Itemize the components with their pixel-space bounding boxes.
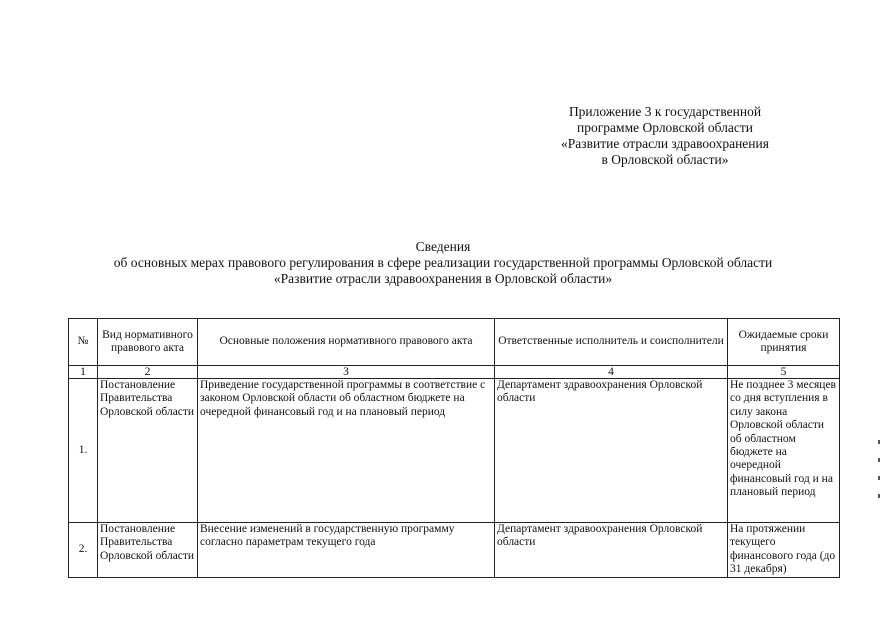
scan-edge-marks xyxy=(878,440,882,512)
row-executor: Департамент здравоохранения Орловской области xyxy=(495,523,728,578)
scan-mark xyxy=(878,476,880,480)
row-provisions: Приведение государственной программы в соответствие с законом Орловской области об областном бюджете на очередной финансовый год и на плановый период xyxy=(198,379,495,523)
scan-mark xyxy=(878,440,880,444)
header-number: № xyxy=(69,319,98,366)
appendix-line: Приложение 3 к государственной xyxy=(568,104,762,119)
appendix-line: в Орловской области» xyxy=(601,152,729,167)
appendix-line: «Развитие отрасли здравоохранения xyxy=(561,136,769,151)
row-act-type: Постановление Правительства Орловской области xyxy=(98,523,198,578)
column-number: 5 xyxy=(728,366,840,379)
title-line: Сведения xyxy=(415,239,471,254)
row-provisions: Внесение изменений в государственную программу согласно параметрам текущего года xyxy=(198,523,495,578)
table-header-row xyxy=(69,319,840,366)
table-row xyxy=(69,379,840,523)
column-number: 4 xyxy=(495,366,728,379)
header-deadline: Ожидаемые сроки принятия xyxy=(728,319,840,366)
column-number: 2 xyxy=(98,366,198,379)
column-number: 3 xyxy=(198,366,495,379)
row-act-type: Постановление Правительства Орловской области xyxy=(98,379,198,523)
column-number: 1 xyxy=(69,366,98,379)
row-number: 2. xyxy=(69,523,98,578)
title-line: «Развитие отрасли здравоохранения в Орловской области» xyxy=(273,271,613,286)
measures-table xyxy=(68,318,840,578)
scan-mark xyxy=(878,494,880,498)
scan-mark xyxy=(878,458,880,462)
row-executor: Департамент здравоохранения Орловской области xyxy=(495,379,728,523)
title-line: об основных мерах правового регулирования в сфере реализации государственной программы Орловской области xyxy=(113,255,773,270)
row-deadline: Не позднее 3 месяцев со дня вступления в силу закона Орловской области об областном бюджете на очередной финансовый год и на плановый период xyxy=(728,379,840,523)
row-number: 1. xyxy=(69,379,98,523)
header-provisions: Основные положения нормативного правового акта xyxy=(198,319,495,366)
table-row xyxy=(69,523,840,578)
appendix-note xyxy=(540,104,790,168)
document-title xyxy=(40,239,846,287)
row-deadline: На протяжении текущего финансового года (до 31 декабря) xyxy=(728,523,840,578)
appendix-line: программе Орловской области xyxy=(577,120,753,135)
column-number-row xyxy=(69,366,840,379)
header-act-type: Вид нормативного правового акта xyxy=(98,319,198,366)
header-executors: Ответственные исполнитель и соисполнители xyxy=(495,319,728,366)
